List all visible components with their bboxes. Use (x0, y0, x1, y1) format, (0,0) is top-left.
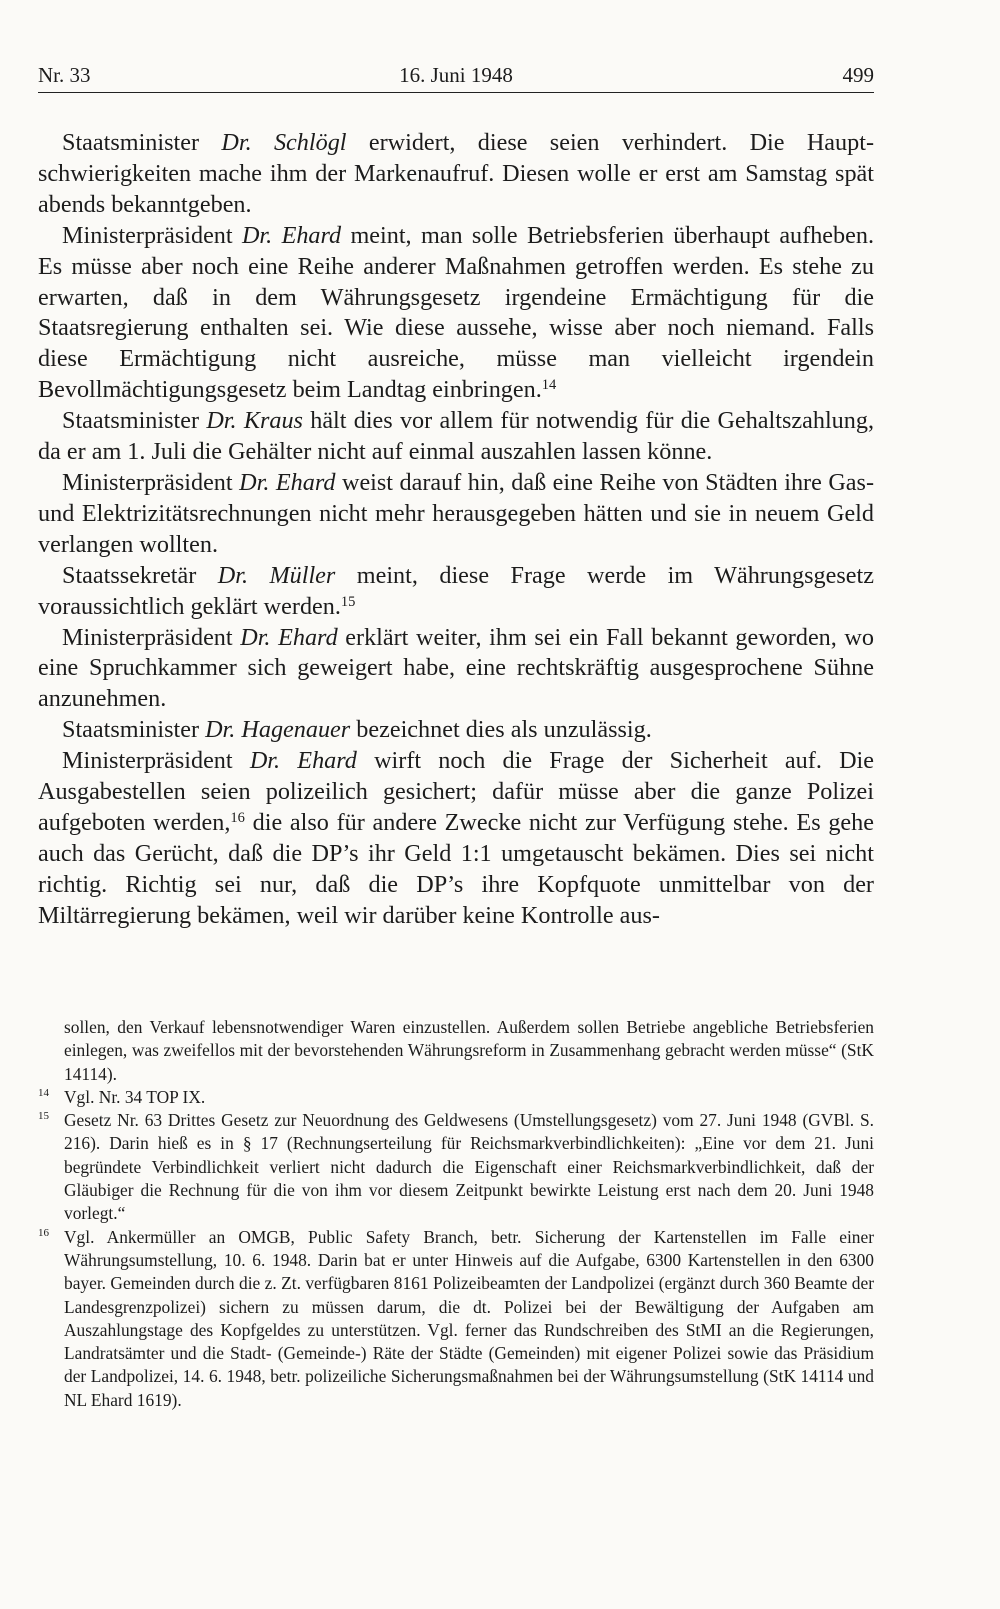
footnote-text: Gesetz Nr. 63 Drittes Gesetz zur Neuordnung des Geldwesens (Umstellungsgesetz) vom 27. Juni 1948 (GVBl. S. 216). Darin hieß es in § 17 (Rechnungserteilung für Reichsmarkverbindlichkeiten): „Eine vor dem 21. Juni begründete Verbindlichkeit verliert nicht dadurch die Eigenschaft einer Reichsmarkverbindlichkeit, daß der Gläubiger die Rechnung für die von ihm vor diesem Zeitpunkt bewirkte Leistung erst nach dem 20. Juni 1948 vorlegt.“ (64, 1110, 874, 1224)
footnote-number: 16 (38, 1226, 49, 1239)
paragraph: Staatsminister Dr. Kraus hält dies vor allem für notwendig für die Gehaltszahlung, da er am 1. Juli die Gehälter nicht auf einmal auszahlen lassen könne. (38, 407, 875, 466)
document-number: Nr. 33 (38, 63, 91, 87)
paragraph: Ministerpräsident Dr. Ehard meint, man solle Betriebsferien überhaupt aufheben. Es müsse aber noch eine Reihe anderer Maßnahmen getroffen werden. Es stehe zu erwarten, daß in dem Währungsgesetz irgendeine Ermächtigung für die Staatsregierung enthalten sei. Wie diese aussehe, wisse aber noch niemand. Falls diese Ermächtigung nicht ausreiche, müsse man vielleicht irgendein Bevollmächtigungsgesetz beim Landtag einbringen.$^{14}$ (38, 221, 875, 404)
footnote-ref: 15 (340, 593, 356, 610)
paragraph: Ministerpräsident Dr. Ehard erklärt weiter, ihm sei ein Fall bekannt geworden, wo eine Spruchkammer sich geweigert habe, eine rechtskräftig ausgesprochene Sühne anzunehmen. (38, 623, 874, 713)
footnote-number: 14 (38, 1086, 49, 1099)
footnote-ref: 16 (230, 809, 245, 826)
session-date: 16. Juni 1948 (399, 63, 513, 87)
page-number: 499 (842, 63, 874, 87)
footnote-text: Vgl. Ankermüller an OMGB, Public Safety Branch, betr. Sicherung der Kartenstellen im Falle einer Währungsumstellung, 10. 6. 1948. Darin bat er unter Hinweis auf die Aufgabe, 6300 Kartenstellen in den 6300 bayer. Gemeinden durch die z. Zt. verfügbaren 8161 Polizeibeamten der Landpolizei (ergänzt durch 360 Beamte der Landesgrenzpolizei) sichern zu müssen darum, die dt. Polizei bei der Bewältigung der Aufgaben am Auszahlungstage des Kopfgeldes zu unterstützen. Vgl. ferner das Rundschreiben des StMI an die Regierungen, Landratsämter und die Stadt- (Gemeinde-) Räte der Städte (Gemeinden) mit eigener Polizei sowie das Präsidium der Landpolizei, 14. 6. 1948, betr. polizeiliche Sicherungsmaßnahmen bei der Währungsumstellung (StK 14114 und NL Ehard 1619). (64, 1226, 874, 1410)
footnote-continuation: sollen, den Verkauf lebensnotwendiger Waren einzustellen. Außerdem sollen Betriebe angebliche Betriebsferien einlegen, was zweifellos mit der bevorstehenden Währungsreform in Zusammenhang gebracht werden müsse“ (StK 14114). (64, 1017, 874, 1084)
footnote-number: 15 (38, 1110, 49, 1123)
footnote (38, 1086, 874, 1109)
paragraph: Ministerpräsident Dr. Ehard wirft noch die Frage der Sicherheit auf. Die Ausgabestellen seien polizeilich gesichert; dafür müsse aber die ganze Polizei aufgeboten werden,$^{16}$ die also für andere Zwecke nicht zur Verfügung stehe. Es gehe auch das Gerücht, daß die DP’s ihr Geld 1:1 umgetauscht bekämen. Dies sei nicht richtig. Richtig sei nur, daß die DP’s ihre Kopfquote unmittelbar von der Miltärregierung bekämen, weil wir darüber keine Kontrolle aus- (38, 747, 874, 929)
paragraph: Ministerpräsident Dr. Ehard weist darauf hin, daß eine Reihe von Städten ihre Gas- und Elektrizitätsrechnungen nicht mehr herausgegeben hätten und sie in neuem Geld verlangen wollten. (38, 468, 875, 558)
footnotes (38, 1016, 874, 1412)
footnote-text: Vgl. Nr. 34 TOP IX. (64, 1086, 206, 1107)
page-header (38, 62, 874, 93)
paragraph: Staatsminister Dr. Hagenauer bezeichnet dies als unzulässig. (62, 716, 652, 744)
paragraph: Staatsminister Dr. Schlögl erwidert, diese seien verhindert. Die Hauptschwierigkeiten mache ihm der Markenaufruf. Diesen wolle er erst am Samstag spät abends bekanntgeben. (38, 129, 875, 218)
main-text (38, 128, 874, 932)
footnote (38, 1226, 874, 1412)
footnote-ref: 14 (541, 377, 557, 394)
paragraph: Staatssekretär Dr. Müller meint, diese Frage werde im Währungsgesetz voraussichtlich geklärt werden.$^{15}$ (38, 561, 874, 620)
footnote (38, 1109, 874, 1225)
